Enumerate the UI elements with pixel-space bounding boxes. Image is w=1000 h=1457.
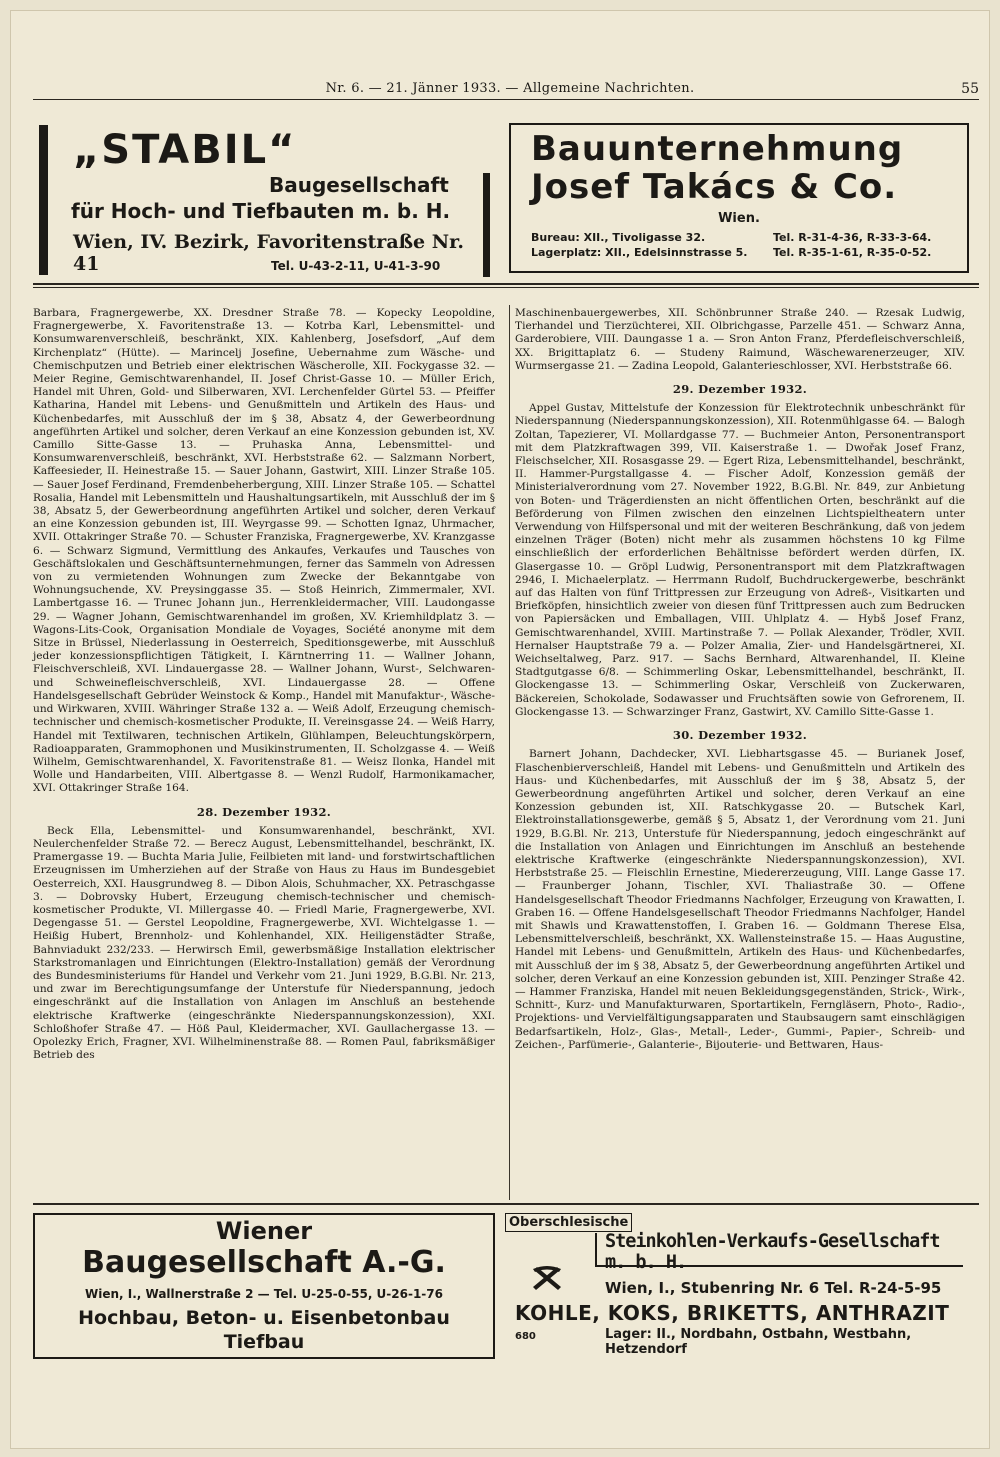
ad-takacs-bureau-tel: Tel. R-31-4-36, R-33-3-64. [773,231,932,244]
ad-stabil-name: „STABIL“ [73,127,297,173]
ad-stabil-line1: Baugesellschaft [269,173,449,197]
ad-steinkohlen [505,1213,967,1355]
ad-takacs-line1: Bauunternehmung [531,129,904,169]
ad-frame-bar [39,125,48,275]
ad-steinkohlen-products: KOHLE, KOKS, BRIKETTS, ANTHRAZIT [515,1301,950,1325]
date-heading-29-dec: 29. Dezember 1932. [672,382,808,397]
page-number: 55 [961,81,979,97]
ad-wiener-address: Wien, I., Wallnerstraße 2 — Tel. U-25-0-55, U-26-1-76 [85,1287,443,1301]
ads-bottom-rule [33,283,979,285]
left-paragraph-1: Barbara, Fragnergewerbe, XX. Dresdner Straße 78. — Kopecky Leopoldine, Fragnergewerbe, X. Favoritenstraße 13. — Kotrba Karl, Lebensmittel- und Konsumwarenverschleiß, beschränkt, XIX. Kahlenberg, Josefsdorf, „Auf dem Kirchenplatz“ (Hütte). — Marincelj Josefine, Uebernahme zum Wäsche- und Chemischputzen und Betrieb einer elektrischen Wäscherolle, XII. Fockygasse 32. — Meier Regine, Gemischtwarenhandel, II. Josef Christ-Gasse 10. — Müller Erich, Handel mit Uhren, Gold- und Silberwaren, XVI. Lerchenfelder Gürtel 53. — Pfeiffer Katharina, Handel mit Lebens- und Genußmitteln und Artikeln des Haus- und Küchenbedarfes, mit Ausschluß der im § 38, Absatz 4, der Gewerbeordnung angeführten Artikel und solcher, deren Verkauf an eine Konzession gebunden ist, XV. Camillo Sitte-Gasse 13. — Pruhaska Anna, Lebensmittel- und Konsumwarenverschleiß, beschränkt, XVI. Herbststraße 62. — Salzmann Norbert, Kaffeesieder, II. Heinestraße 15. — Sauer Johann, Gastwirt, XIII. Linzer Straße 105. — Sauer Josef Ferdinand, Fremdenbeherbergung, XIII. Linzer Straße 105. — Schattel Rosalia, Handel mit Lebensmitteln und Haushaltungsartikeln, mit Ausschluß der im § 38, Absatz 5, der Gewerbeordnung angeführten Artikel und solcher, deren Verkauf an eine Konzession gebunden ist, III. Weyrgasse 99. — Schotten Ignaz, Uhrmacher, XVII. Ottakringer Straße 70. — Schuster Franziska, Fragnergewerbe, XV. Kranzgasse 6. — Schwarz Sigmund, Vermittlung des Ankaufes, Verkaufes und Tausches von Geschäftslokalen und Geschäftsunternehmungen, ferner das Sammeln von Adressen von zu vermietenden Wohnungen zum Zwecke der Bekanntgabe von Wohnungsuchende, XV. Preysinggasse 35. — Stoß Heinrich, Zimmermaler, XVI. Lambertgasse 16. — Trunec Johann jun., Herrenkleidermacher, VIII. Laudongasse 29. — Wagner Johann, Gemischtwarenhandel im großen, XV. Kriemhildplatz 3. — Wagons-Lits-Cook, Organisation Mondiale de Voyages, Société anonyme mit dem Sitze in Brüssel, Niederlassung in Oesterreich, Speditionsgewerbe, mit Ausschluß jeder konzessionspflichtigen Tätigkeit, I. Kärntnerring 11. — Wallner Johann, Fleischverschleiß, XVI. Lindauergasse 28. — Wallner Johann, Wurst-, Selchwaren- und Schweinefleischverschleiß, XVI. Lindauergasse 28. — Offene Handelsgesellschaft Gebrüder Weinstock & Komp., Handel mit Manufaktur-, Wäsche- und Wirkwaren, XVIII. Währinger Straße 132 a. — Weiß Adolf, Erzeugung chemisch-technischer und chemisch-kosmetischer Produkte, II. Vereinsgasse 24. — Weiß Harry, Handel mit Textilwaren, technischen Artikeln, Glühlampen, Beleuchtungskörpern, Radioapparaten, Grammophonen und Musikinstrumenten, II. Scholzgasse 4. — Weiß Wilhelm, Gemischtwarenhandel, X. Favoritenstraße 81. — Weisz Ilonka, Handel mit Wolle und Handarbeiten, VIII. Albertgasse 8. — Wenzl Rudolf, Harmonikamacher, XVI. Ottakringer Straße 164. [33,307,495,795]
ad-stabil-address: Wien, IV. Bezirk, Favoritenstraße Nr. 41 [73,231,465,275]
ad-wiener-line3: Hochbau, Beton- u. Eisenbetonbau [78,1307,450,1329]
newspaper-page [10,10,990,1449]
left-column [33,307,495,1062]
ad-stabil-line2: für Hoch- und Tiefbauten m. b. H. [71,199,451,223]
ad-steinkohlen-lager: Lager: II., Nordbahn, Ostbahn, Westbahn, Hetzendorf [605,1327,912,1357]
ad-wiener-line1: Wiener [215,1217,313,1245]
ad-steinkohlen-prefix: Oberschlesische [505,1213,632,1232]
ad-steinkohlen-name: Steinkohlen-Verkaufs-Gesellschaft m. b. H. [605,1231,940,1273]
left-paragraph-2: Beck Ella, Lebensmittel- und Konsumwarenhandel, beschränkt, XVI. Neulerchenfelder Straße 72. — Berecz August, Lebensmittelhandel, beschränkt, IX. Pramergasse 19. — Buchta Maria Julie, Feilbieten mit land- und forstwirtschaftlichen Erzeugnissen im Umherziehen auf der Straße von Haus zu Haus im Bundesgebiet Oesterreich, XXI. Hausgrundweg 8. — Dibon Alois, Schuhmacher, XX. Petraschgasse 3. — Dobrovsky Hubert, Erzeugung chemisch-technischer und chemisch-kosmetischer Produkte, VI. Millergasse 40. — Friedl Marie, Fragnergewerbe, XVI. Degengasse 51. — Gerstel Leopoldine, Fragnergewerbe, XVI. Wichtelgasse 1. — Heißig Hubert, Brennholz- und Kohlenhandel, XIX. Heiligenstädter Straße, Bahnviadukt 232/233. — Herwirsch Emil, gewerbsmäßige Installation elektrischer Starkstromanlagen und Einrichtungen (Elektro-Installation) gemäß der Verordnung des Bundesministeriums für Handel und Verkehr vom 21. Juni 1929, B.G.Bl. Nr. 213, und zwar im Berechtigungsumfange der Unterstufe für Niederspannung, jedoch eingeschränkt auf die Installation von Anlagen im Anschluß an bestehende elektrische Kraftwerke (eingeschränkte Niederspannungskonzession), XXI. Schloßhofer Straße 47. — Höß Paul, Kleidermacher, XVI. Gaullachergasse 13. — Opolezky Erich, Fragner, XVI. Wilhelminenstraße 88. — Romen Paul, fabriksmäßiger Betrieb des [33,824,495,1062]
ad-takacs-bureau: Bureau: XII., Tivoligasse 32. [531,231,706,244]
columns-bottom-rule [33,1203,979,1205]
ad-stabil-tel: Tel. U-43-2-11, U-41-3-90 [271,259,441,273]
right-paragraph-2: Appel Gustav, Mittelstufe der Konzession für Elektrotechnik unbeschränkt für Niederspannung (Niederspannungskonzession), XII. Rotenmühlgasse 64. — Balogh Zoltan, Tapezierer, VI. Mollardgasse 77. — Buchmeier Anton, Personentransport mit dem Platzkraftwagen 399, VII. Kaiserstraße 1. — Dwořak Josef Franz, Fleischselcher, XII. Rosasgasse 29. — Egert Riza, Lebensmittelhandel, beschränkt, II. Hammer-Purgstallgasse 4. — Fischer Adolf, Konzession gemäß der Ministerialverordnung vom 27. November 1922, B.G.Bl. Nr. 849, zur Anbietung von Boten- und Trägerdiensten an nicht öffentlichen Orten, beschränkt auf die Beförderung von Filmen zwischen den einzelnen Lichtspieltheatern unter Verwendung von Hilfspersonal und mit der weiteren Beschränkung, daß von jedem einzelnen Träger (Boten) nicht mehr als zusammen höchstens 10 kg Filme einschließlich der erforderlichen Behältnisse befördert werden dürfen, IX. Glasergasse 10. — Gröpl Ludwig, Personentransport mit dem Platzkraftwagen 2946, I. Michaelerplatz. — Herrmann Rudolf, Buchdruckergewerbe, beschränkt auf das Halten von fünf Trittpressen zur Erzeugung von Adreß-, Visitkarten und Briefköpfen, hinsichtlich zweier von diesen fünf Trittpressen auch zum Bedrucken von Papiersäcken und Emballagen, VIII. Uhlplatz 4. — Hybš Josef Franz, Gemischtwarenhandel, XVIII. Martinstraße 7. — Pollak Alexander, Trödler, XVII. Hernalser Hauptstraße 79 a. — Polzer Amalia, Zier- und Handelsgärtnerei, XI. Weichseltalweg, Parz. 917. — Sachs Bernhard, Altwarenhandel, II. Kleine Stadtgutgasse 6/8. — Schimmerling Oskar, Lebensmittelhandel, beschränkt, II. Glockengasse 13. — Schimmerling Oskar, Verschleiß von Zuckerwaren, Bäckereien, Schokolade, Sodawasser und Fruchtsäften sowie von Gefrorenem, II. Glockengasse 13. — Schwarzinger Franz, Gastwirt, XV. Camillo Sitte-Gasse 1. [515,402,965,718]
ad-takacs-lager-tel: Tel. R-35-1-61, R-35-0-52. [773,246,932,259]
ad-wiener-line2: Baugesellschaft A.-G. [82,1245,446,1280]
header-rule [33,99,979,100]
ads-bottom-rule-thin [33,287,979,288]
ad-steinkohlen-code: 680 [515,1331,536,1342]
ad-frame-bar [595,1233,597,1267]
running-title: Nr. 6. — 21. Jänner 1933. — Allgemeine Nachrichten. [325,81,695,96]
ad-wiener-line4: Tiefbau [223,1331,305,1353]
ad-takacs-line2: Josef Takács & Co. [531,167,898,207]
date-heading-28-dec: 28. Dezember 1932. [196,804,332,819]
ad-takacs [509,123,969,273]
hammer-and-pick-icon [529,1263,565,1293]
ad-wiener [33,1213,495,1359]
ad-takacs-lager: Lagerplatz: XII., Edelsinnstrasse 5. [531,246,748,259]
right-paragraph-3: Barnert Johann, Dachdecker, XVI. Liebhartsgasse 45. — Burianek Josef, Flaschenbierverschleiß, Handel mit Lebens- und Genußmitteln und Artikeln des Haus- und Küchenbedarfes, mit Ausschluß der im § 38, Absatz 5, der Gewerbeordnung angeführten Artikel und solcher, deren Verkauf an eine Konzession gebunden ist, XII. Ratschkygasse 20. — Butschek Karl, Elektroinstallationsgewerbe, gemäß § 5, Absatz 1, der Verordnung vom 21. Juni 1929, B.G.Bl. Nr. 213, Unterstufe für Niederspannung, jedoch eingeschränkt auf die Installation von Anlagen und Einrichtungen im Anschluß an bestehende elektrische Kraftwerke (eingeschränkte Niederspannungskonzession), XVI. Herbststraße 25. — Fleischlin Ernestine, Miedererzeugung, VIII. Lange Gasse 17. — Fraunberger Johann, Tischler, XVI. Thaliastraße 30. — Offene Handelsgesellschaft Theodor Friedmanns Nachfolger, Erzeugung von Krawatten, I. Graben 16. — Offene Handelsgesellschaft Theodor Friedmanns Nachfolger, Handel mit Shawls und Krawattenstoffen, I. Graben 16. — Goldmann Therese Elsa, Lebensmittelverschleiß, beschränkt, XX. Wallensteinstraße 15. — Haas Augustine, Handel mit Lebens- und Genußmitteln, Artikeln des Haus- und Küchenbedarfes, mit Ausschluß der im § 38, Absatz 5, der Gewerbeordnung angeführten Artikel und solcher, deren Verkauf an eine Konzession gebunden ist, XIII. Penzinger Straße 42. — Hammer Franziska, Handel mit neuen Bekleidungsgegenständen, Strick-, Wirk-, Schnitt-, Kurz- und Manufakturwaren, Sportartikeln, Ferngläsern, Photo-, Radio-, Projektions- und Vervielfältigungsapparaten und Staubsaugern samt einschlägigen Bedarfsartikeln, Holz-, Glas-, Metall-, Leder-, Gummi-, Papier-, Schreib- und Zeichen-, Parfümerie-, Galanterie-, Bijouterie- und Bettwaren, Haus- [515,748,965,1051]
ad-stabil [33,121,493,279]
right-column [515,307,965,1052]
date-heading-30-dec: 30. Dezember 1932. [672,728,808,743]
ad-steinkohlen-address: Wien, I., Stubenring Nr. 6 Tel. R-24-5-95 [605,1279,942,1297]
ad-takacs-city: Wien. [718,211,760,226]
right-paragraph-1: Maschinenbauergewerbes, XII. Schönbrunner Straße 240. — Rzesak Ludwig, Tierhandel und Tierzüchterei, XII. Olbrichgasse, Parzelle 451. — Schwarz Anna, Garderobiere, VIII. Daungasse 1 a. — Sron Anton Franz, Pferdefleischverschleiß, XX. Brigittaplatz 6. — Studeny Raimund, Wäschewarenerzeuger, XIV. Wurmsergasse 21. — Zadina Leopold, Galanterieschlosser, XVI. Herbststraße 66. [515,307,965,372]
column-divider [509,305,510,1200]
